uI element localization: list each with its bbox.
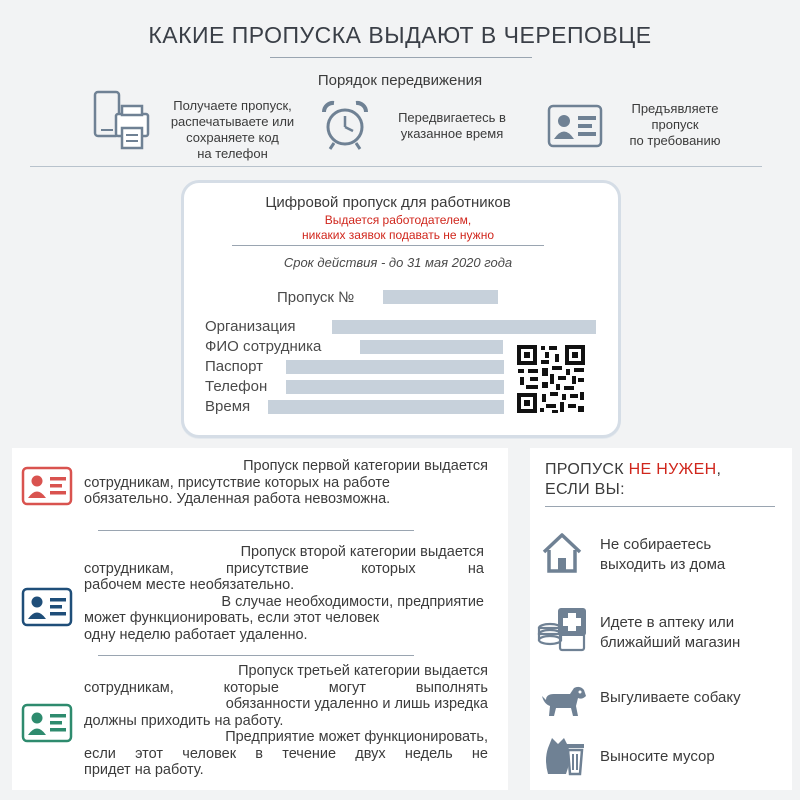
field-passport-label: Паспорт <box>205 358 263 375</box>
step-3-text: Предъявляете пропуск по требованию <box>629 101 721 148</box>
id-card-red-icon <box>21 466 73 506</box>
category-separator-2 <box>98 655 414 656</box>
field-phone-value <box>286 380 504 394</box>
trash-bag-icon <box>542 734 588 778</box>
item-dog-text: Выгуливаете собаку <box>600 689 741 706</box>
field-phone-label: Телефон <box>205 378 268 395</box>
pass-number-value <box>383 290 498 304</box>
card-title: Цифровой пропуск для работников <box>265 194 511 211</box>
field-passport-value <box>286 360 504 374</box>
id-card-icon <box>547 104 603 148</box>
item-trash-text: Выносите мусор <box>600 748 715 765</box>
step-2-text: Передвигаетесь в указанное время <box>398 110 506 141</box>
page-title: КАКИЕ ПРОПУСКА ВЫДАЮТ В ЧЕРЕПОВЦЕ <box>148 22 652 48</box>
card-note-line-2: никаких заявок подавать не нужно <box>301 228 495 242</box>
house-icon <box>540 531 584 575</box>
not-needed-heading: ПРОПУСК НЕ НУЖЕН, ЕСЛИ ВЫ: <box>545 461 722 498</box>
dog-icon <box>538 682 588 720</box>
pharmacy-icon <box>536 604 588 652</box>
alarm-clock-icon <box>320 98 370 152</box>
field-organization-value <box>332 320 596 334</box>
field-name-value <box>360 340 503 354</box>
steps-title: Порядок передвижения <box>317 72 483 89</box>
qr-code-icon <box>516 344 586 414</box>
field-organization-label: Организация <box>205 318 296 335</box>
field-time-value <box>268 400 504 414</box>
category-3-text: Пропуск третьей категории выдается сотрудникам, которые могут выполнять обязанности удаленно и лишь изредка должны приходить на работу. Предприятие может функционировать, если этот человек в течение двух недель не придет на работу. <box>84 663 488 778</box>
right-heading-divider <box>545 506 775 507</box>
category-separator-1 <box>98 530 414 531</box>
category-2-text: Пропуск второй категории выдается сотрудникам, присутствие которых на рабочем месте необязательно. В случае необходимости, предприятие может функционировать, если этот человек одну неделю работает удаленно. <box>84 544 484 643</box>
item-stay-home-text: Не собираетесь выходить из дома <box>600 536 726 573</box>
step-1-text: Получаете пропуск, распечатываете или сохраняете код на телефон <box>170 98 295 161</box>
field-name-label: ФИО сотрудника <box>205 338 322 355</box>
item-pharmacy-text: Идете в аптеку или ближайший магазин <box>600 614 741 651</box>
section-divider <box>30 166 762 167</box>
card-note-line-1: Выдается работодателем, <box>324 213 472 227</box>
title-divider <box>270 57 532 58</box>
phone-printer-icon <box>92 90 154 154</box>
card-divider <box>232 245 544 246</box>
id-card-green-icon <box>21 703 73 743</box>
field-time-label: Время <box>205 398 251 415</box>
pass-number-label: Пропуск № <box>277 289 355 306</box>
id-card-blue-icon <box>21 587 73 627</box>
card-validity: Срок действия - до 31 мая 2020 года <box>283 255 513 270</box>
category-1-text: Пропуск первой категории выдается сотрудникам, присутствие которых на работе обязательно. Удаленная работа невозможна. <box>84 458 488 507</box>
